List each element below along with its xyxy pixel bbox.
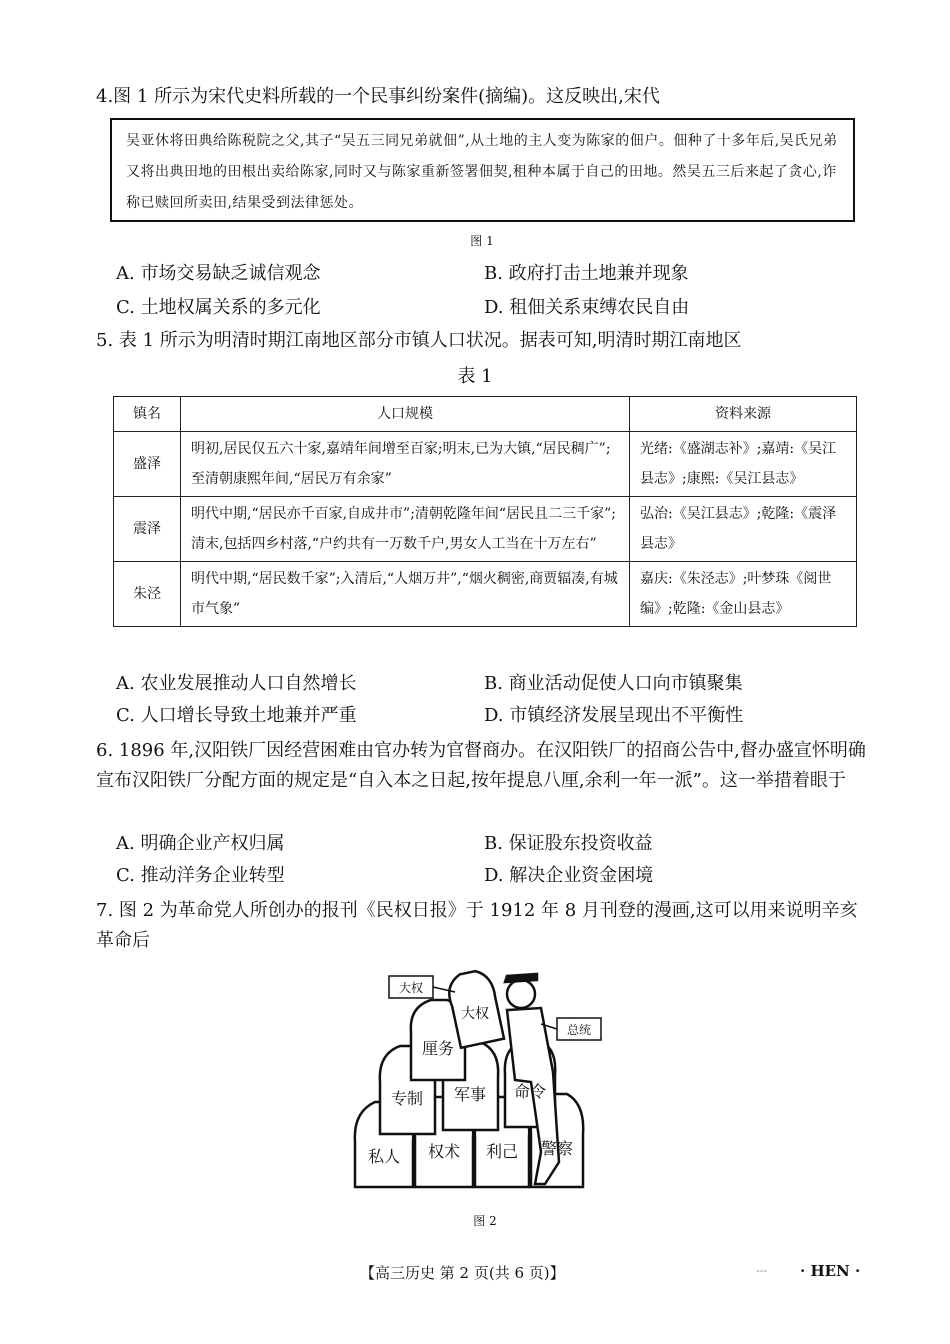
- population-text: 明代中期,“居民数千家”;入清后,“人烟万井”,“烟火稠密,商贾辐凑,有城市气象”: [181, 562, 630, 627]
- q4-option-b[interactable]: B. 政府打击土地兼并现象: [484, 263, 689, 284]
- bag-autocracy-label: 专制: [390, 1089, 424, 1108]
- population-text: 明代中期,“居民亦千百家,自成井市”;清朝乾隆年间“居民且二三千家”;清末,包括四乡村落,“户约共有一万数千户,男女人工当在十万左右”: [181, 497, 630, 562]
- question-7-stem: 7. 图 2 为革命党人所创办的报刊《民权日报》于 1912 年 8 月刊登的漫画,这可以用来说明辛亥革命后: [96, 900, 858, 951]
- paper-code: · HEN ·: [800, 1262, 861, 1280]
- political-cartoon: [345, 962, 605, 1202]
- figure-2-caption: 图 2: [473, 1214, 497, 1228]
- table-header-row: [114, 397, 857, 432]
- q5-option-b[interactable]: B. 商业活动促使人口向市镇聚集: [484, 673, 743, 694]
- q5-option-d[interactable]: D. 市镇经济发展呈现出不平衡性: [484, 705, 744, 726]
- label-power-text: 大权: [398, 981, 424, 995]
- question-5-stem: 5. 表 1 所示为明清时期江南地区部分市镇人口状况。据表可知,明清时期江南地区: [96, 330, 742, 351]
- source-text: 弘治:《吴江县志》;乾隆:《震泽县志》: [630, 497, 857, 562]
- question-6-stem: 6. 1896 年,汉阳铁厂因经营困难由官办转为官督商办。在汉阳铁厂的招商公告中,督办盛宣怀明确宣布汉阳铁厂分配方面的规定是“自入本之日起,按年提息八厘,余利一年一派”。这一举措着眼于: [96, 740, 866, 791]
- source-text: 光绪:《盛湖志补》;嘉靖:《吴江县志》;康熙:《吴江县志》: [630, 432, 857, 497]
- bag-power-label: 大权: [461, 1006, 489, 1022]
- figure-1-caption: 图 1: [470, 234, 494, 248]
- table-row: [114, 497, 857, 562]
- source-text: 嘉庆:《朱泾志》;叶梦珠《阅世编》;乾隆:《金山县志》: [630, 562, 857, 627]
- label-president-text: 总统: [566, 1023, 592, 1037]
- table-row: [114, 432, 857, 497]
- header-town: 镇名: [114, 397, 181, 432]
- q4-option-d[interactable]: D. 租佃关系束缚农民自由: [484, 297, 690, 318]
- town-name: 朱泾: [114, 562, 181, 627]
- q4-option-c[interactable]: C. 土地权属关系的多元化: [116, 297, 321, 318]
- town-population-table: [113, 396, 857, 627]
- q6-option-c[interactable]: C. 推动洋务企业转型: [116, 865, 285, 886]
- town-name: 震泽: [114, 497, 181, 562]
- bag-military-label: 军事: [453, 1085, 487, 1104]
- q4-option-a[interactable]: A. 市场交易缺乏诚信观念: [116, 263, 321, 284]
- bag-selfish-label: 利己: [485, 1142, 519, 1161]
- q5-option-c[interactable]: C. 人口增长导致土地兼并严重: [116, 705, 357, 726]
- bag-private-label: 私人: [367, 1147, 401, 1166]
- table-1-caption: 表 1: [457, 366, 493, 387]
- page-footer: 【高三历史 第 2 页(共 6 页)】: [360, 1264, 565, 1282]
- q6-option-b[interactable]: B. 保证股东投资收益: [484, 833, 653, 854]
- population-text: 明初,居民仅五六十家,嘉靖年间增至百家;明末,已为大镇,“居民稠广”;至清朝康熙年间,“居民万有余家”: [181, 432, 630, 497]
- header-source: 资料来源: [630, 397, 857, 432]
- q5-option-a[interactable]: A. 农业发展推动人口自然增长: [116, 673, 357, 694]
- faint-mark: ---: [756, 1264, 768, 1277]
- table-row: [114, 562, 857, 627]
- town-name: 盛泽: [114, 432, 181, 497]
- bag-affairs-label: 厘务: [421, 1039, 455, 1058]
- question-4-stem: 4.图 1 所示为宋代史料所载的一个民事纠纷案件(摘编)。这反映出,宋代: [96, 86, 660, 107]
- header-population: 人口规模: [181, 397, 630, 432]
- president-head: [507, 980, 535, 1008]
- case-excerpt-box: 吴亚休将田典给陈税院之父,其子“吴五三同兄弟就佃”,从土地的主人变为陈家的佃户。佃种了十多年后,吴氏兄弟又将出典田地的田根出卖给陈家,同时又与陈家重新签署佃契,租种本属于自己的田地。然吴五三后来起了贪心,诈称已赎回所卖田,结果受到法律惩处。: [110, 118, 855, 222]
- q6-option-a[interactable]: A. 明确企业产权归属: [116, 833, 285, 854]
- q6-option-d[interactable]: D. 解决企业资金困境: [484, 865, 654, 886]
- bag-tactics-label: 权术: [427, 1142, 461, 1161]
- bag-orders-label: 命令: [513, 1082, 547, 1101]
- bag-police-label: 警察: [540, 1139, 574, 1158]
